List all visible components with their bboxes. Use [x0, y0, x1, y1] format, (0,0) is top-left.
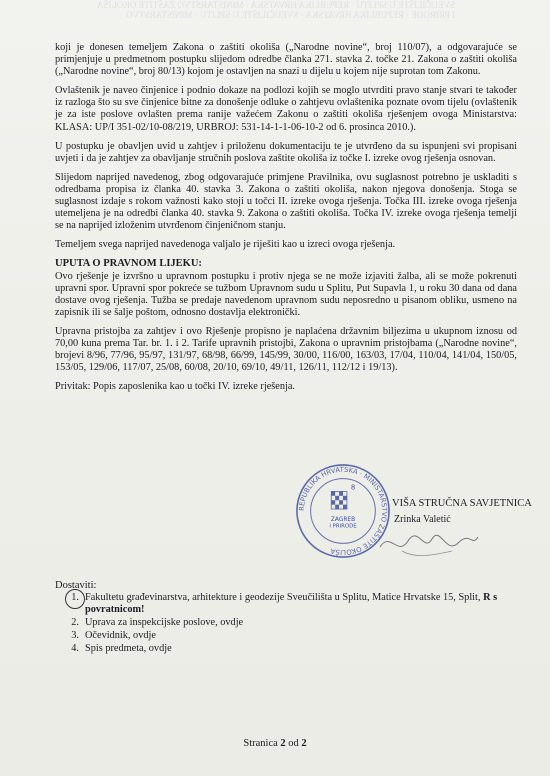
signatory-name: Zrinka Valetić [394, 514, 451, 525]
list-item: 3. Očevidnik, ovdje [71, 630, 156, 641]
svg-text:REPUBLIKA HRVATSKA · MINISTARS: REPUBLIKA HRVATSKA · MINISTARSTVO ZAŠTITE OKOLIŠA [297, 465, 389, 557]
svg-text:ZAGREB: ZAGREB [330, 516, 356, 523]
paragraph-reasoning: Slijedom naprijed navedenog, zbog odgovarajuće primjene Pravilnika, ovu suglasnost potrebno je uskladiti s odredbama propisa iz članka 40. stavka 3. Zakona o zaštiti okoliša, nakon njegova donošenja. Stoga se suglasnost izdaje s rokom važnosti kako stoji u točci II. izreke ovoga rješenja. Točka III. izreke ovoga rješenja utemeljena je na odredbi članka 40. stavka 9. Zakona o zaštiti okoliša. Točka IV. izreke ovoga rješenja temelji se na naprijed izloženim utvrđenom činjeničnom stanju. [55, 171, 517, 232]
list-item: 4. Spis predmeta, ovdje [71, 643, 172, 654]
paragraph-procedure: U postupku je obavljen uvid u zahtjev i priloženu dokumentaciju te je utvrđeno da su ispunjeni svi propisani uvjeti i da je zahtjev za obavljanje stručnih poslova zaštite okoliša iz točke I. izreke ovog rješenja osnovan. [55, 140, 517, 164]
list-item: 2. Uprava za inspekcijske poslove, ovdje [71, 617, 244, 628]
distribution-heading: Dostaviti: [55, 580, 97, 591]
paragraph-facts: Ovlaštenik je naveo činjenice i podnio dokaze na podlozi kojih se moglo utvrditi pravo stanje stvari te također iz razloga što su sve činjenice bitne za donošenje odluke o zahtjevu ovlaštenika poznate ovom tijelu (ovlaštenik je za iste poslove ovlašten prema ranije važećem Zakonu o zaštiti okoliša rješenjem ovoga Ministarstva: KLASA: UP/I 351-02/10-08/219, URBROJ: 531-14-1-1-06-10-2 od 6. prosinca 2010.). [55, 85, 517, 133]
body-text [55, 42, 517, 400]
signatory-title: VIŠA STRUČNA SAVJETNICA [392, 498, 532, 509]
handwritten-circle-mark [65, 589, 85, 609]
distribution-list [55, 592, 525, 656]
fee-paragraph: Upravna pristojba za zahtjev i ovo Rješenje propisno je naplaćena državnim biljezima u ukupnom iznosu od 70,00 kuna prema Tar. br. 1. i 2. Tarife upravnih pristojbi, Zakona o upravnim pristojbama („Narodne novine“, brojevi 8/96, 77/96, 95/97, 131/97, 68/98, 66/99, 145/99, 30/00, 116/00, 163/03, 17/04, 110/04, 141/04, 150/05, 153/05, 129/06, 117/07, 25/08, 60/08, 20/10, 69/10, 49/11, 126/11, 112/12 i 19/13). [55, 325, 517, 374]
attachment-note: Privitak: Popis zaposlenika kao u točki IV. izreke rješenja. [55, 381, 296, 393]
list-item: 1. Fakultetu građevinarstva, arhitekture i geodezije Sveučilišta u Splitu, Matice Hrvatske 15, Split, R s povratnicom! [55, 592, 525, 616]
paragraph-conclusion: Temeljem svega naprijed navedenoga valjalo je riješiti kao u izreci ovoga rješenja. [55, 239, 396, 251]
show-through-text: SVEUČILIŠTE U SPLITU · REPUBLIKA HRVATSKA · MINISTARSTVO ZAŠTITE OKOLIŠA I PRIRODE · REPUBLIKA HRVATSKA · SVEUČILIŠTE U SPLITU · MINISTARSTVO [97, 0, 455, 20]
paragraph-legal-basis: koji je donesen temeljem Zakona o zaštiti okoliša („Narodne novine“, broj 110/07), a odgovarajuće se primjenjuje u predmetnom postupku slijedom odredbe članka 271. stavka 2. točke 21. Zakona o zaštiti okoliša („Narodne novine“, broj 80/13) kojom je ostavljen na snazi u dijelu u kojem nije suprotan tom Zakonu. [55, 42, 517, 78]
svg-text:8: 8 [350, 483, 356, 492]
page-number: Stranica 2 od 2 [243, 738, 307, 749]
handwritten-signature [372, 525, 482, 565]
svg-text:I PRIRODE: I PRIRODE [329, 523, 357, 530]
legal-remedy-heading: UPUTA O PRAVNOM LIJEKU: [55, 258, 202, 270]
legal-remedy-text: Ovo rješenje je izvršno u upravnom postupku i protiv njega se ne može izjaviti žalba, ali se može pokrenuti upravni spor. Upravni spor pokreće se tužbom Upravnom sudu u Splitu, Put Supavla 1, u roku 30 dana od dana dostave ovog rješenja. Tužba se predaje navedenom upravnom sudu neposredno u pisanom obliku, usmeno na zapisnik ili se šalje poštom, odnosno dostavlja elektronički. [55, 270, 517, 318]
